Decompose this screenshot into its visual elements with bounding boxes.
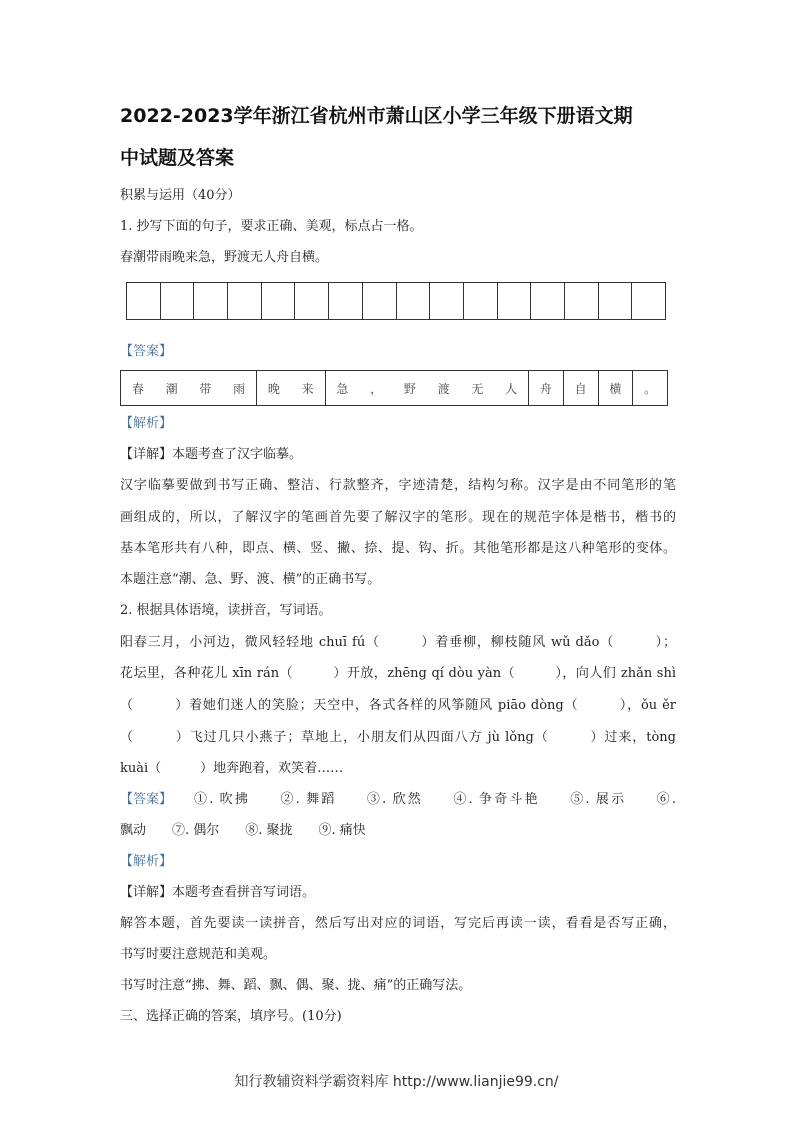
grid-cell <box>599 283 633 319</box>
grid-cell <box>430 283 464 319</box>
q2-answer-line: 飘动 ⑦. 偶尔 ⑧. 聚拢 ⑨. 痛快 <box>120 823 366 838</box>
q2-detail-line: 书写时要注意规范和美观。 <box>120 947 277 962</box>
q1-detail-line: 汉字临摹要做到书写正确、整洁、行款整齐，字迹清楚，结构匀称。汉字是由不同笔形的笔 <box>120 478 676 493</box>
answer-cell: 。 <box>644 381 657 396</box>
page-footer: 知行教辅资料学霸资料库 http://www.lianjie99.cn/ <box>234 1074 559 1090</box>
answer-cell: 春 <box>131 381 144 396</box>
answer-cell: 野 <box>403 381 416 396</box>
doc-title-line1: 2022-2023学年浙江省杭州市萧山区小学三年级下册语文期 <box>120 105 633 127</box>
q2-answer-line: ①. 吹拂 ②. 舞蹈 ③. 欣然 ④. 争奇斗艳 ⑤. 展示 ⑥. <box>194 792 676 807</box>
q2-detail-line: 书写时注意“拂、舞、蹈、飘、偶、聚、拢、痛”的正确写法。 <box>120 978 472 993</box>
q1-analysis-tag: 【解析】 <box>120 416 173 431</box>
q1-prompt: 1. 抄写下面的句子，要求正确、美观，标点占一格。 <box>120 219 423 234</box>
answer-cell: 横 <box>599 371 634 405</box>
grid-cell <box>127 283 161 319</box>
grid-cell <box>397 283 431 319</box>
answer-cell: 来 <box>291 371 326 405</box>
q1-answer-tag: 【答案】 <box>120 344 173 359</box>
answer-cell: 渡 <box>437 381 450 396</box>
grid-cell <box>262 283 296 319</box>
grid-cell <box>565 283 599 319</box>
writing-grid <box>126 282 666 320</box>
answer-cell: 雨 <box>222 371 257 405</box>
q2-passage-line: （ ）飞过几只小燕子；草地上，小朋友们从四面八方 jù lǒng（ ）过来，tòng <box>120 730 676 745</box>
section3-header: 三、选择正确的答案，填序号。(10分) <box>120 1009 342 1024</box>
answer-cell: 急 <box>336 381 349 396</box>
q2-answer-tag: 【答案】 <box>120 792 173 807</box>
q2-answer-row <box>120 791 676 809</box>
grid-cell <box>464 283 498 319</box>
q2-passage-line: 阳春三月，小河边，微风轻轻地 chuī fú（ ）着垂柳，柳枝随风 wǔ dǎo（ ）； <box>120 635 676 650</box>
answer-cell: ， <box>370 381 383 396</box>
grid-cell <box>363 283 397 319</box>
q1-sentence: 春潮带雨晚来急，野渡无人舟自横。 <box>120 250 329 265</box>
grid-cell <box>632 283 665 319</box>
answer-cell: 无 <box>471 381 484 396</box>
q2-detail-line: 解答本题，首先要读一读拼音，然后写出对应的词语，写完后再读一读，看看是否写正确， <box>120 916 676 931</box>
answer-cell: 晚 <box>267 381 280 396</box>
q2-prompt: 2. 根据具体语境，读拼音，写词语。 <box>120 603 332 618</box>
grid-cell <box>498 283 532 319</box>
q1-detail-line: 画组成的，所以，了解汉字的笔画首先要了解汉字的笔形。现在的规范字体是楷书，楷书的 <box>120 510 676 525</box>
grid-cell <box>228 283 262 319</box>
answer-cell: 带 <box>199 381 212 396</box>
q2-detail-line: 【详解】本题考查看拼音写词语。 <box>120 885 316 900</box>
section1-header: 积累与运用（40分） <box>120 188 241 203</box>
q1-detail-line: 本题注意“潮、急、野、渡、横”的正确书写。 <box>120 572 381 587</box>
answer-cell: 人 <box>494 371 529 405</box>
doc-title-line2: 中试题及答案 <box>120 147 235 169</box>
answer-cell: 舟 <box>529 371 564 405</box>
q1-detail-line: 基本笔形共有八种，即点、横、竖、撇、捺、提、钩、折。其他笔形都是这八种笔形的变体。 <box>120 541 676 556</box>
q2-passage-line: （ ）着她们迷人的笑脸；天空中，各式各样的风筝随风 piāo dòng（ ），ǒu ěr <box>120 698 676 713</box>
q2-passage-line: kuài（ ）地奔跑着，欢笑着…… <box>120 761 344 776</box>
grid-cell <box>531 283 565 319</box>
grid-cell <box>194 283 228 319</box>
grid-cell <box>329 283 363 319</box>
answer-cell: 自 <box>564 371 599 405</box>
q1-detail-line: 【详解】本题考查了汉字临摹。 <box>120 447 303 462</box>
grid-cell <box>295 283 329 319</box>
answer-cell: 潮 <box>165 381 178 396</box>
q2-analysis-tag: 【解析】 <box>120 854 173 869</box>
answer-grid <box>120 370 668 406</box>
grid-cell <box>161 283 195 319</box>
q2-passage-line: 花坛里，各种花儿 xīn rán（ ）开放，zhēng qí dòu yàn（ ），向人们 zhǎn shì <box>120 666 676 681</box>
